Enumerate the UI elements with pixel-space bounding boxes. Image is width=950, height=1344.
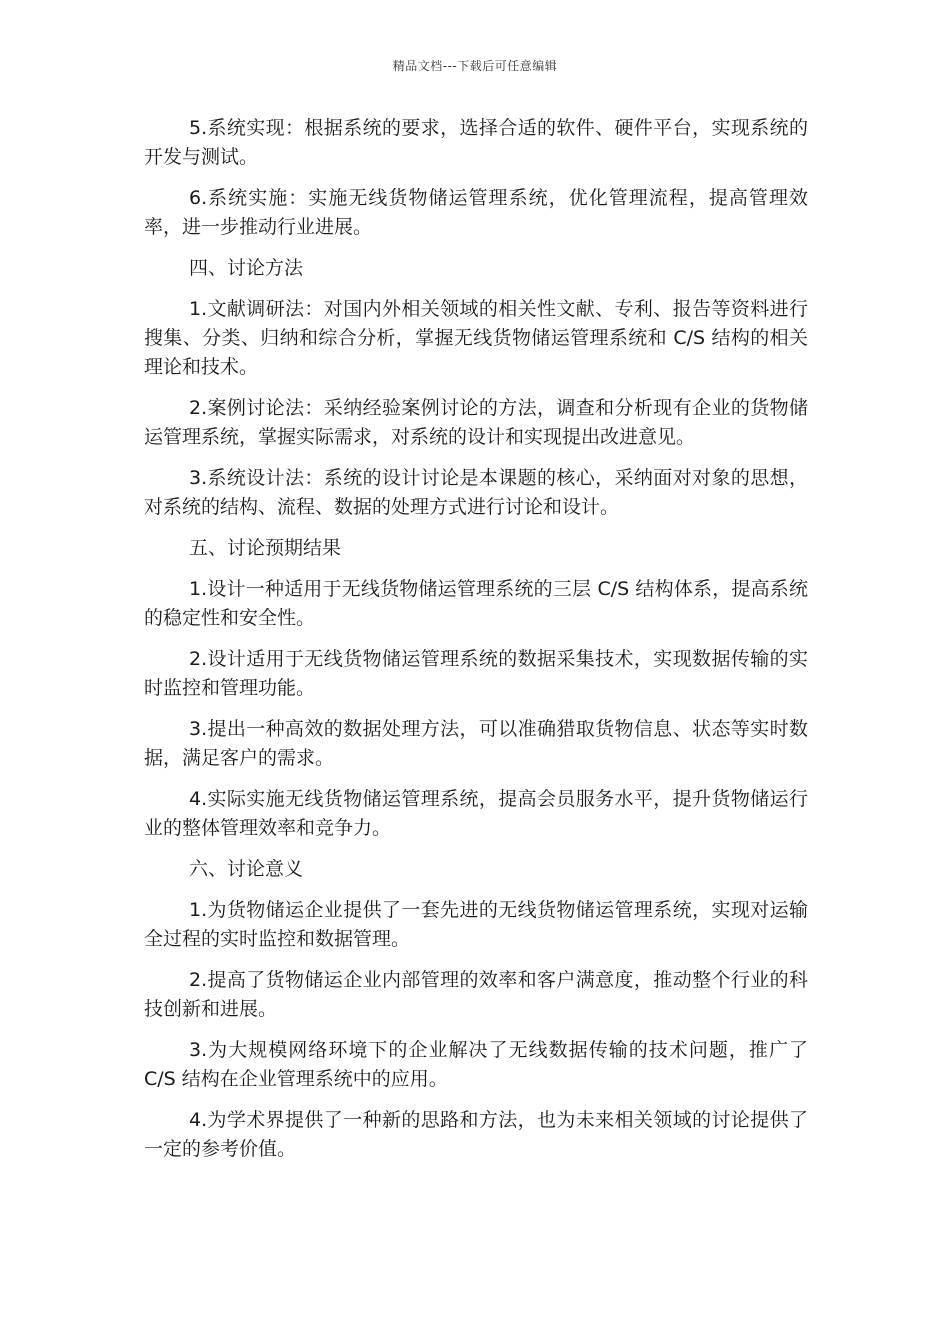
paragraph-result-2: 2.设计适用于无线货物储运管理系统的数据采集技术，实现数据传输的实时监控和管理功能。 bbox=[144, 648, 808, 699]
paragraph-design-method: 3.系统设计法：系统的设计讨论是本课题的核心，采纳面对对象的思想，对系统的结构、流程、数据的处理方式进行讨论和设计。 bbox=[144, 467, 808, 518]
section-heading-methods: 四、讨论方法 bbox=[189, 257, 304, 279]
page-header: 精品文档---下载后可任意编辑 bbox=[392, 59, 558, 73]
paragraph-significance-2: 2.提高了货物储运企业内部管理的效率和客户满意度，推动整个行业的科技创新和进展。 bbox=[144, 969, 808, 1020]
paragraph-result-1: 1.设计一种适用于无线货物储运管理系统的三层 C/S 结构体系，提高系统的稳定性和安全性。 bbox=[144, 578, 808, 629]
paragraph-system-deployment: 6.系统实施：实施无线货物储运管理系统，优化管理流程，提高管理效率，进一步推动行业进展。 bbox=[144, 187, 808, 238]
section-heading-significance: 六、讨论意义 bbox=[189, 858, 304, 880]
paragraph-result-3: 3.提出一种高效的数据处理方法，可以准确猎取货物信息、状态等实时数据，满足客户的需求。 bbox=[144, 718, 808, 769]
paragraph-significance-3: 3.为大规模网络环境下的企业解决了无线数据传输的技术问题，推广了 C/S 结构在企业管理系统中的应用。 bbox=[144, 1039, 808, 1090]
paragraph-system-implementation: 5.系统实现：根据系统的要求，选择合适的软件、硬件平台，实现系统的开发与测试。 bbox=[144, 117, 808, 168]
paragraph-result-4: 4.实际实施无线货物储运管理系统，提高会员服务水平，提升货物储运行业的整体管理效率和竞争力。 bbox=[144, 788, 808, 839]
paragraph-case-method: 2.案例讨论法：采纳经验案例讨论的方法，调查和分析现有企业的货物储运管理系统，掌握实际需求，对系统的设计和实现提出改进意见。 bbox=[144, 397, 808, 448]
document-body bbox=[144, 114, 808, 1176]
section-heading-expected-results: 五、讨论预期结果 bbox=[189, 537, 342, 559]
paragraph-significance-4: 4.为学术界提供了一种新的思路和方法，也为未来相关领域的讨论提供了一定的参考价值。 bbox=[144, 1109, 808, 1160]
paragraph-literature-method: 1.文献调研法：对国内外相关领域的相关性文献、专利、报告等资料进行搜集、分类、归纳和综合分析，掌握无线货物储运管理系统和 C/S 结构的相关理论和技术。 bbox=[144, 298, 808, 378]
paragraph-significance-1: 1.为货物储运企业提供了一套先进的无线货物储运管理系统，实现对运输全过程的实时监控和数据管理。 bbox=[144, 899, 808, 950]
